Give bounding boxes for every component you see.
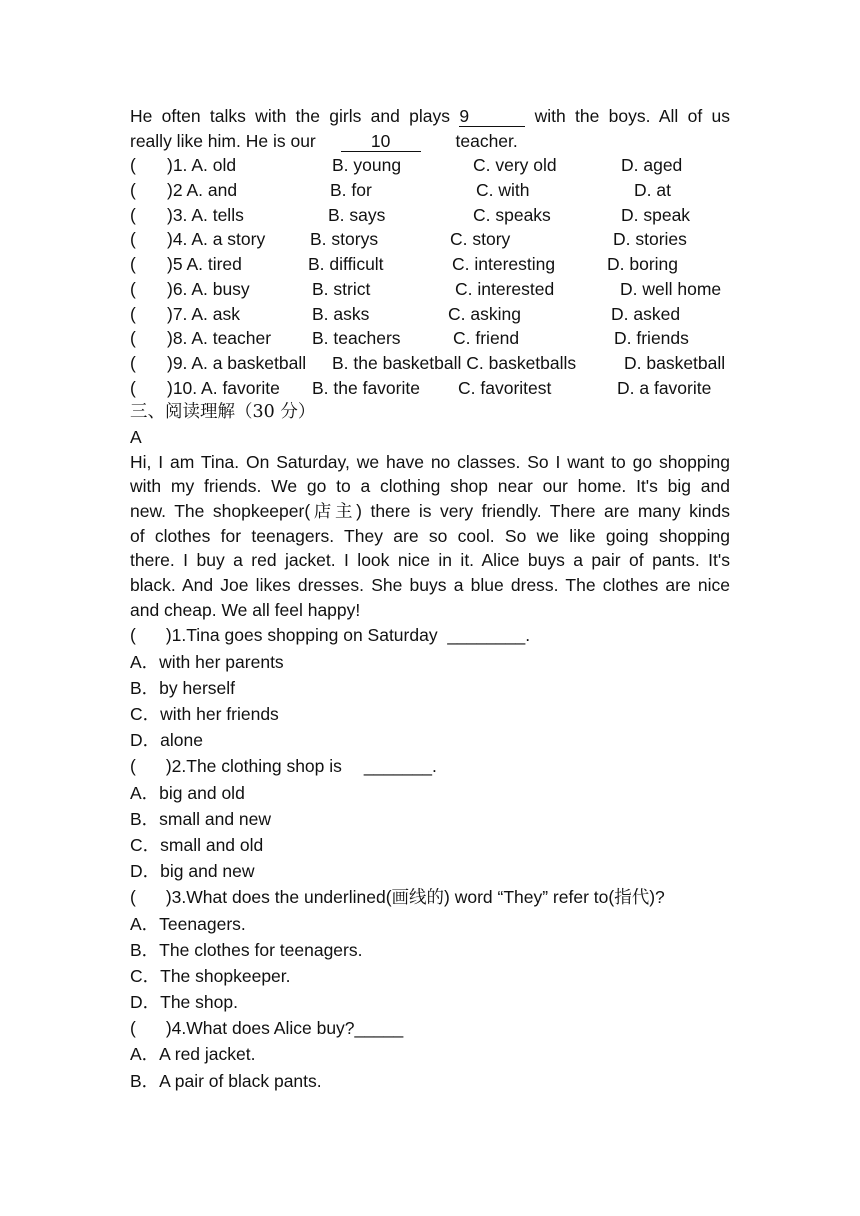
question-number-option-a: )4. A. a story: [167, 229, 266, 250]
reading-question-stem: [130, 753, 730, 779]
option-d: D. basketball: [624, 352, 726, 373]
answer-option: A．Teenagers.: [130, 913, 246, 934]
option-d: D. a favorite: [617, 377, 712, 398]
question-number-option-a: )3. A. tells: [167, 204, 244, 225]
cloze-question: [130, 153, 730, 178]
question-number-option-a: )9. A. a basketball: [167, 352, 307, 373]
option-d: D. speak: [621, 204, 691, 225]
option-b: B. the favorite: [312, 377, 420, 398]
answer-paren: (: [130, 1018, 136, 1039]
intro-text: teacher.: [455, 130, 518, 151]
cloze-question: [130, 252, 730, 277]
answer-paren: (: [130, 278, 136, 299]
answer-paren: (: [130, 625, 136, 646]
answer-option: C．The shopkeeper.: [130, 965, 291, 986]
answer-paren: (: [130, 887, 136, 908]
intro-line-2: [130, 129, 730, 154]
option-b: B. asks: [312, 303, 370, 324]
option-b: B. for: [330, 180, 372, 201]
answer-paren: (: [130, 756, 136, 777]
answer-option: A．with her parents: [130, 651, 284, 672]
answer-paren: (: [130, 155, 136, 176]
question-tail: .: [432, 756, 437, 777]
answer-option: C．with her friends: [130, 704, 279, 724]
option-c: C. very old: [473, 155, 557, 176]
answer-option: A．A red jacket.: [130, 1044, 256, 1065]
option-b: B. difficult: [308, 254, 384, 275]
cloze-question: [130, 326, 730, 351]
answer-blank-9: 9: [459, 107, 525, 127]
passage-line: with my friends. We go to a clothing shop near our home. It's big and: [130, 476, 730, 497]
option-d: D. stories: [613, 229, 687, 250]
answer-option: D．big and new: [130, 861, 255, 882]
option-d: D. asked: [611, 303, 681, 324]
cloze-question: [130, 302, 730, 327]
answer-paren: (: [130, 352, 136, 373]
option-c: C. interesting: [452, 254, 556, 275]
answer-blank: _______: [363, 756, 433, 777]
option-b: B. the basketball C. basketballs: [332, 352, 577, 373]
intro-text: with the boys. All of us: [534, 106, 730, 126]
intro-text: He often talks with the girls and plays: [130, 106, 450, 126]
option-b: B. young: [332, 155, 402, 176]
answer-option: C．small and old: [130, 834, 264, 855]
option-c: C. friend: [453, 328, 520, 349]
option-b: B. strict: [312, 278, 371, 299]
answer-blank: _____: [354, 1018, 404, 1039]
passage-line: there. I buy a red jacket. I look nice in it. Alice buys a pair of pants. It's: [130, 550, 730, 571]
passage-line: and cheap. We all feel happy!: [130, 599, 361, 620]
option-d: D. well home: [620, 278, 722, 299]
passage-line: of clothes for teenagers. They are so cool. So we like going shopping: [130, 525, 730, 546]
answer-paren: (: [130, 254, 136, 275]
question-number-option-a: )7. A. ask: [167, 303, 240, 324]
option-c: C. favoritest: [458, 377, 552, 398]
answer-option: B．small and new: [130, 808, 272, 829]
answer-option: B．A pair of black pants.: [130, 1070, 322, 1091]
cloze-question: [130, 376, 730, 401]
option-d: D. at: [634, 180, 671, 201]
question-number-option-a: )2 A. and: [167, 180, 238, 201]
reading-question-stem: [130, 1015, 730, 1041]
option-d: D. aged: [621, 155, 683, 176]
passage-line: new. The shopkeeper(店主) there is very friendly. There are many kinds: [130, 501, 730, 521]
answer-paren: (: [130, 229, 136, 250]
section-title: 三、阅读理解（30 分）: [130, 402, 316, 423]
question-number-option-a: )10. A. favorite: [167, 377, 280, 398]
option-b: B. says: [328, 204, 386, 225]
cloze-question: [130, 203, 730, 228]
option-d: D. boring: [607, 254, 679, 275]
passage-line: Hi, I am Tina. On Saturday, we have no classes. So I want to go shopping: [130, 451, 730, 472]
option-c: C. asking: [448, 303, 521, 324]
reading-question-stem: [130, 622, 730, 648]
answer-blank: ________: [447, 625, 526, 646]
passage-line: black. And Joe likes dresses. She buys a blue dress. The clothes are nice: [130, 575, 730, 596]
answer-option: B．by herself: [130, 677, 236, 698]
question-text: )2.The clothing shop is: [165, 756, 342, 777]
option-c: C. story: [450, 229, 511, 250]
passage-label: A: [130, 426, 142, 447]
answer-blank-10: 10: [341, 132, 421, 152]
option-c: C. with: [476, 180, 530, 201]
answer-paren: (: [130, 328, 136, 349]
question-text: )3.What does the underlined(画线的) word “They” refer to(指代)?: [165, 887, 665, 908]
answer-paren: (: [130, 303, 136, 324]
worksheet-page: [130, 104, 730, 1094]
option-b: B. storys: [310, 229, 379, 250]
option-d: D. friends: [614, 328, 689, 349]
question-number-option-a: )5 A. tired: [167, 254, 242, 275]
question-text: )1.Tina goes shopping on Saturday: [165, 625, 438, 646]
answer-option: A．big and old: [130, 782, 245, 803]
question-number-option-a: )6. A. busy: [167, 278, 250, 299]
intro-text: really like him. He is our: [130, 130, 316, 151]
cloze-question: [130, 227, 730, 252]
answer-paren: (: [130, 180, 136, 201]
cloze-question: [130, 178, 730, 203]
option-c: C. interested: [455, 278, 555, 299]
option-c: C. speaks: [473, 204, 551, 225]
answer-option: D．alone: [130, 730, 203, 751]
intro-line-1: [130, 104, 730, 129]
cloze-question: [130, 351, 730, 376]
question-text: )4.What does Alice buy?: [165, 1018, 355, 1039]
option-b: B. teachers: [312, 328, 401, 349]
question-number-option-a: )8. A. teacher: [167, 328, 272, 349]
question-tail: .: [525, 625, 531, 646]
question-number-option-a: )1. A. old: [167, 155, 237, 176]
answer-option: B．The clothes for teenagers.: [130, 939, 363, 960]
answer-paren: (: [130, 204, 136, 225]
cloze-question: [130, 277, 730, 302]
reading-question-stem: [130, 884, 730, 910]
answer-option: D．The shop.: [130, 992, 238, 1013]
answer-paren: (: [130, 377, 136, 398]
